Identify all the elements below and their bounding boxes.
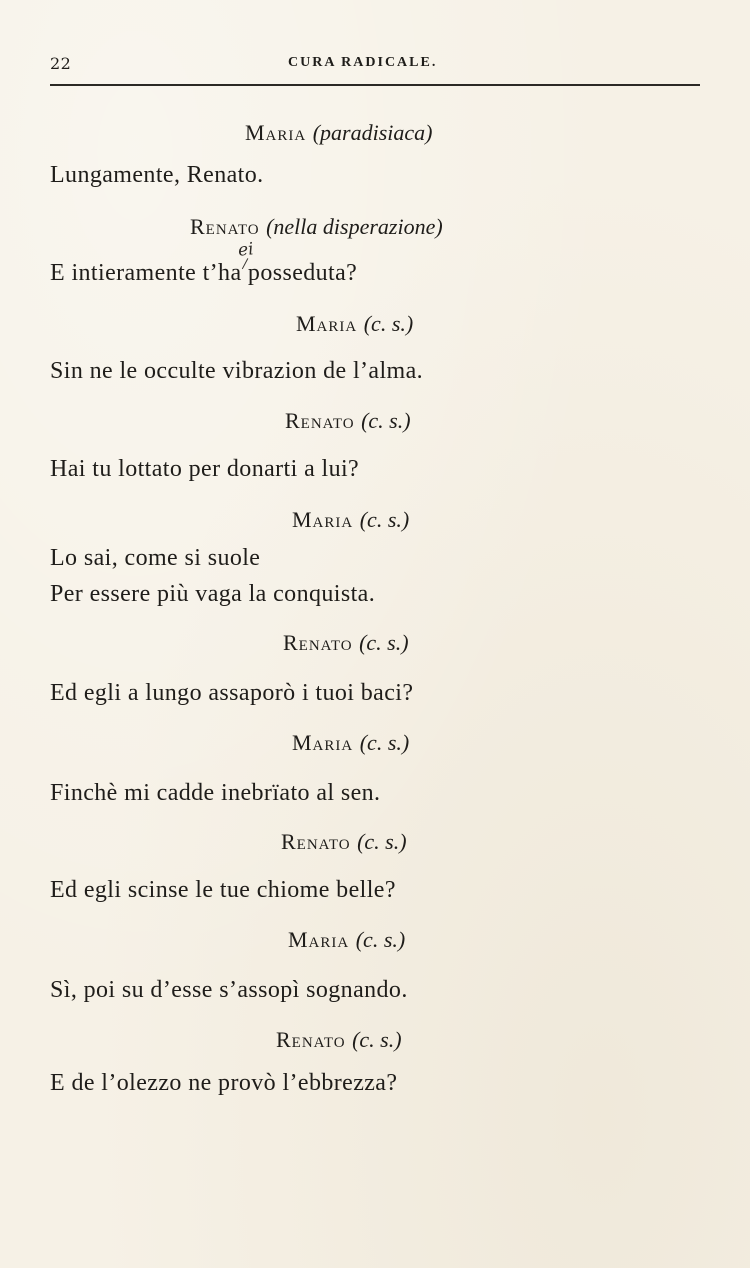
stage-direction: (paradisiaca) bbox=[312, 120, 433, 145]
header-rule bbox=[50, 84, 700, 86]
speaker-name: Maria bbox=[245, 120, 307, 145]
running-title: CURA RADICALE. bbox=[288, 55, 438, 70]
verse-line: Ed egli scinse le tue chiome belle? bbox=[50, 877, 396, 903]
stage-direction: (c. s.) bbox=[361, 408, 411, 433]
speaker-maria bbox=[288, 927, 405, 953]
verse-line: Ed egli a lungo assaporò i tuoi baci? bbox=[50, 680, 414, 706]
stage-direction: (c. s.) bbox=[357, 829, 407, 854]
speaker-renato bbox=[285, 408, 411, 434]
verse-line: Lo sai, come si suole bbox=[50, 545, 261, 571]
stage-direction: (nella disperazione) bbox=[266, 214, 443, 239]
stage-direction: (c. s.) bbox=[355, 927, 406, 952]
handwritten-annotation: ei bbox=[236, 239, 255, 261]
stage-direction: (c. s.) bbox=[359, 507, 410, 532]
speaker-name: Maria bbox=[288, 927, 350, 952]
speaker-renato bbox=[276, 1027, 402, 1053]
stage-direction: (c. s.) bbox=[352, 1027, 402, 1052]
speaker-renato bbox=[283, 630, 409, 656]
speaker-name: Maria bbox=[296, 311, 358, 336]
speaker-renato bbox=[281, 829, 407, 855]
verse-line: Finchè mi cadde inebrïato al sen. bbox=[50, 780, 381, 806]
stage-direction: (c. s.) bbox=[359, 730, 410, 755]
speaker-name: Renato bbox=[283, 630, 353, 655]
stage-direction: (c. s.) bbox=[363, 311, 414, 336]
speaker-name: Maria bbox=[292, 507, 354, 532]
verse-line: Lungamente, Renato. bbox=[50, 162, 264, 188]
speaker-renato bbox=[190, 214, 443, 240]
speaker-maria bbox=[296, 311, 413, 337]
speaker-name: Renato bbox=[190, 214, 260, 239]
speaker-name: Renato bbox=[285, 408, 355, 433]
speaker-name: Renato bbox=[281, 829, 351, 854]
verse-line: Sì, poi su d’esse s’assopì sognando. bbox=[50, 977, 408, 1003]
stage-direction: (c. s.) bbox=[359, 630, 409, 655]
speaker-maria bbox=[292, 730, 409, 756]
verse-line: Hai tu lottato per donarti a lui? bbox=[50, 456, 360, 482]
verse-line: E de l’olezzo ne provò l’ebbrezza? bbox=[50, 1070, 398, 1096]
page-number: 22 bbox=[50, 54, 72, 73]
speaker-name: Maria bbox=[292, 730, 354, 755]
verse-line: E intieramente t’ha posseduta? bbox=[50, 260, 358, 286]
verse-line: Per essere più vaga la conquista. bbox=[50, 581, 376, 607]
verse-line: Sin ne le occulte vibrazion de l’alma. bbox=[50, 358, 424, 384]
speaker-maria bbox=[292, 507, 409, 533]
speaker-maria bbox=[245, 120, 433, 146]
speaker-name: Renato bbox=[276, 1027, 346, 1052]
page-header bbox=[50, 50, 700, 80]
